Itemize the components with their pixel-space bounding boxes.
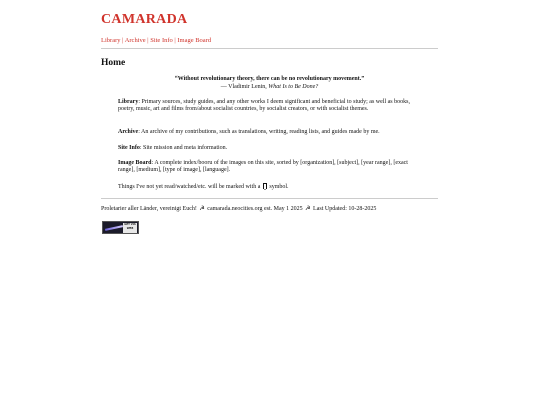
bookmark-icon bbox=[263, 183, 267, 189]
nav-separator: | bbox=[145, 37, 151, 44]
section-term: Site Info bbox=[118, 145, 140, 151]
footer-slogan: Proletarier aller Länder, vereinigt Euch! bbox=[101, 206, 197, 212]
unread-note bbox=[118, 183, 421, 191]
site-title[interactable]: CAMARADA bbox=[101, 12, 188, 27]
section-term: Library bbox=[118, 99, 139, 105]
section-term: Archive bbox=[118, 129, 139, 135]
section-desc: : An archive of my contributions, such as translations, writing, reading lists, and guides made by me. bbox=[138, 129, 380, 135]
nav-separator: | bbox=[172, 37, 178, 44]
footer bbox=[101, 205, 376, 213]
quote-source: What Is to Be Done? bbox=[268, 83, 319, 90]
header-divider bbox=[101, 48, 438, 49]
nav-library[interactable]: Library bbox=[101, 37, 121, 44]
badge-text: GET VIA WEB bbox=[123, 223, 137, 234]
note-text-before: Things I've not yet read/watched/etc. will be marked with a bbox=[118, 184, 262, 190]
quote-text: “Without revolutionary theory, there can be no revolutionary movement.” bbox=[174, 76, 365, 82]
site-badge[interactable] bbox=[102, 221, 139, 234]
badge-streak bbox=[105, 225, 123, 231]
page-heading: Home bbox=[101, 58, 126, 68]
section-library bbox=[118, 99, 421, 112]
nav-site-info[interactable]: Site Info bbox=[150, 37, 173, 44]
note-text-after: symbol. bbox=[267, 184, 289, 190]
section-desc: : Primary sources, study guides, and any other works I deem significant and beneficial to study; as well as books, poetry, music, art and films from/about socialist countries, by socialist creators, or with socialist themes. bbox=[118, 99, 410, 112]
section-term: Image Board bbox=[118, 160, 152, 166]
quote-attribution bbox=[101, 84, 438, 92]
footer-divider bbox=[101, 198, 438, 199]
footer-updated: Last Updated: 10-28-2025 bbox=[313, 206, 377, 212]
nav-bar bbox=[101, 37, 211, 45]
hammer-sickle-icon: ☭ bbox=[305, 206, 311, 212]
hammer-sickle-icon: ☭ bbox=[199, 206, 205, 212]
section-desc: : A complete index/booru of the images on this site, sorted by [organization], [subject], [year range], [exact range], [medium], [type of image], [language]. bbox=[118, 160, 408, 173]
quote-author: — Vladimir Lenin, bbox=[220, 83, 269, 90]
section-site-info bbox=[118, 145, 421, 152]
nav-image-board[interactable]: Image Board bbox=[177, 37, 212, 44]
section-image-board bbox=[118, 160, 421, 173]
section-archive bbox=[118, 129, 421, 136]
lenin-quote bbox=[101, 76, 438, 91]
nav-archive[interactable]: Archive bbox=[124, 37, 146, 44]
footer-site: camarada.neocities.org est. May 1 2025 bbox=[207, 206, 303, 212]
nav-separator: | bbox=[120, 37, 125, 44]
section-desc: : Site mission and meta information. bbox=[139, 145, 228, 151]
